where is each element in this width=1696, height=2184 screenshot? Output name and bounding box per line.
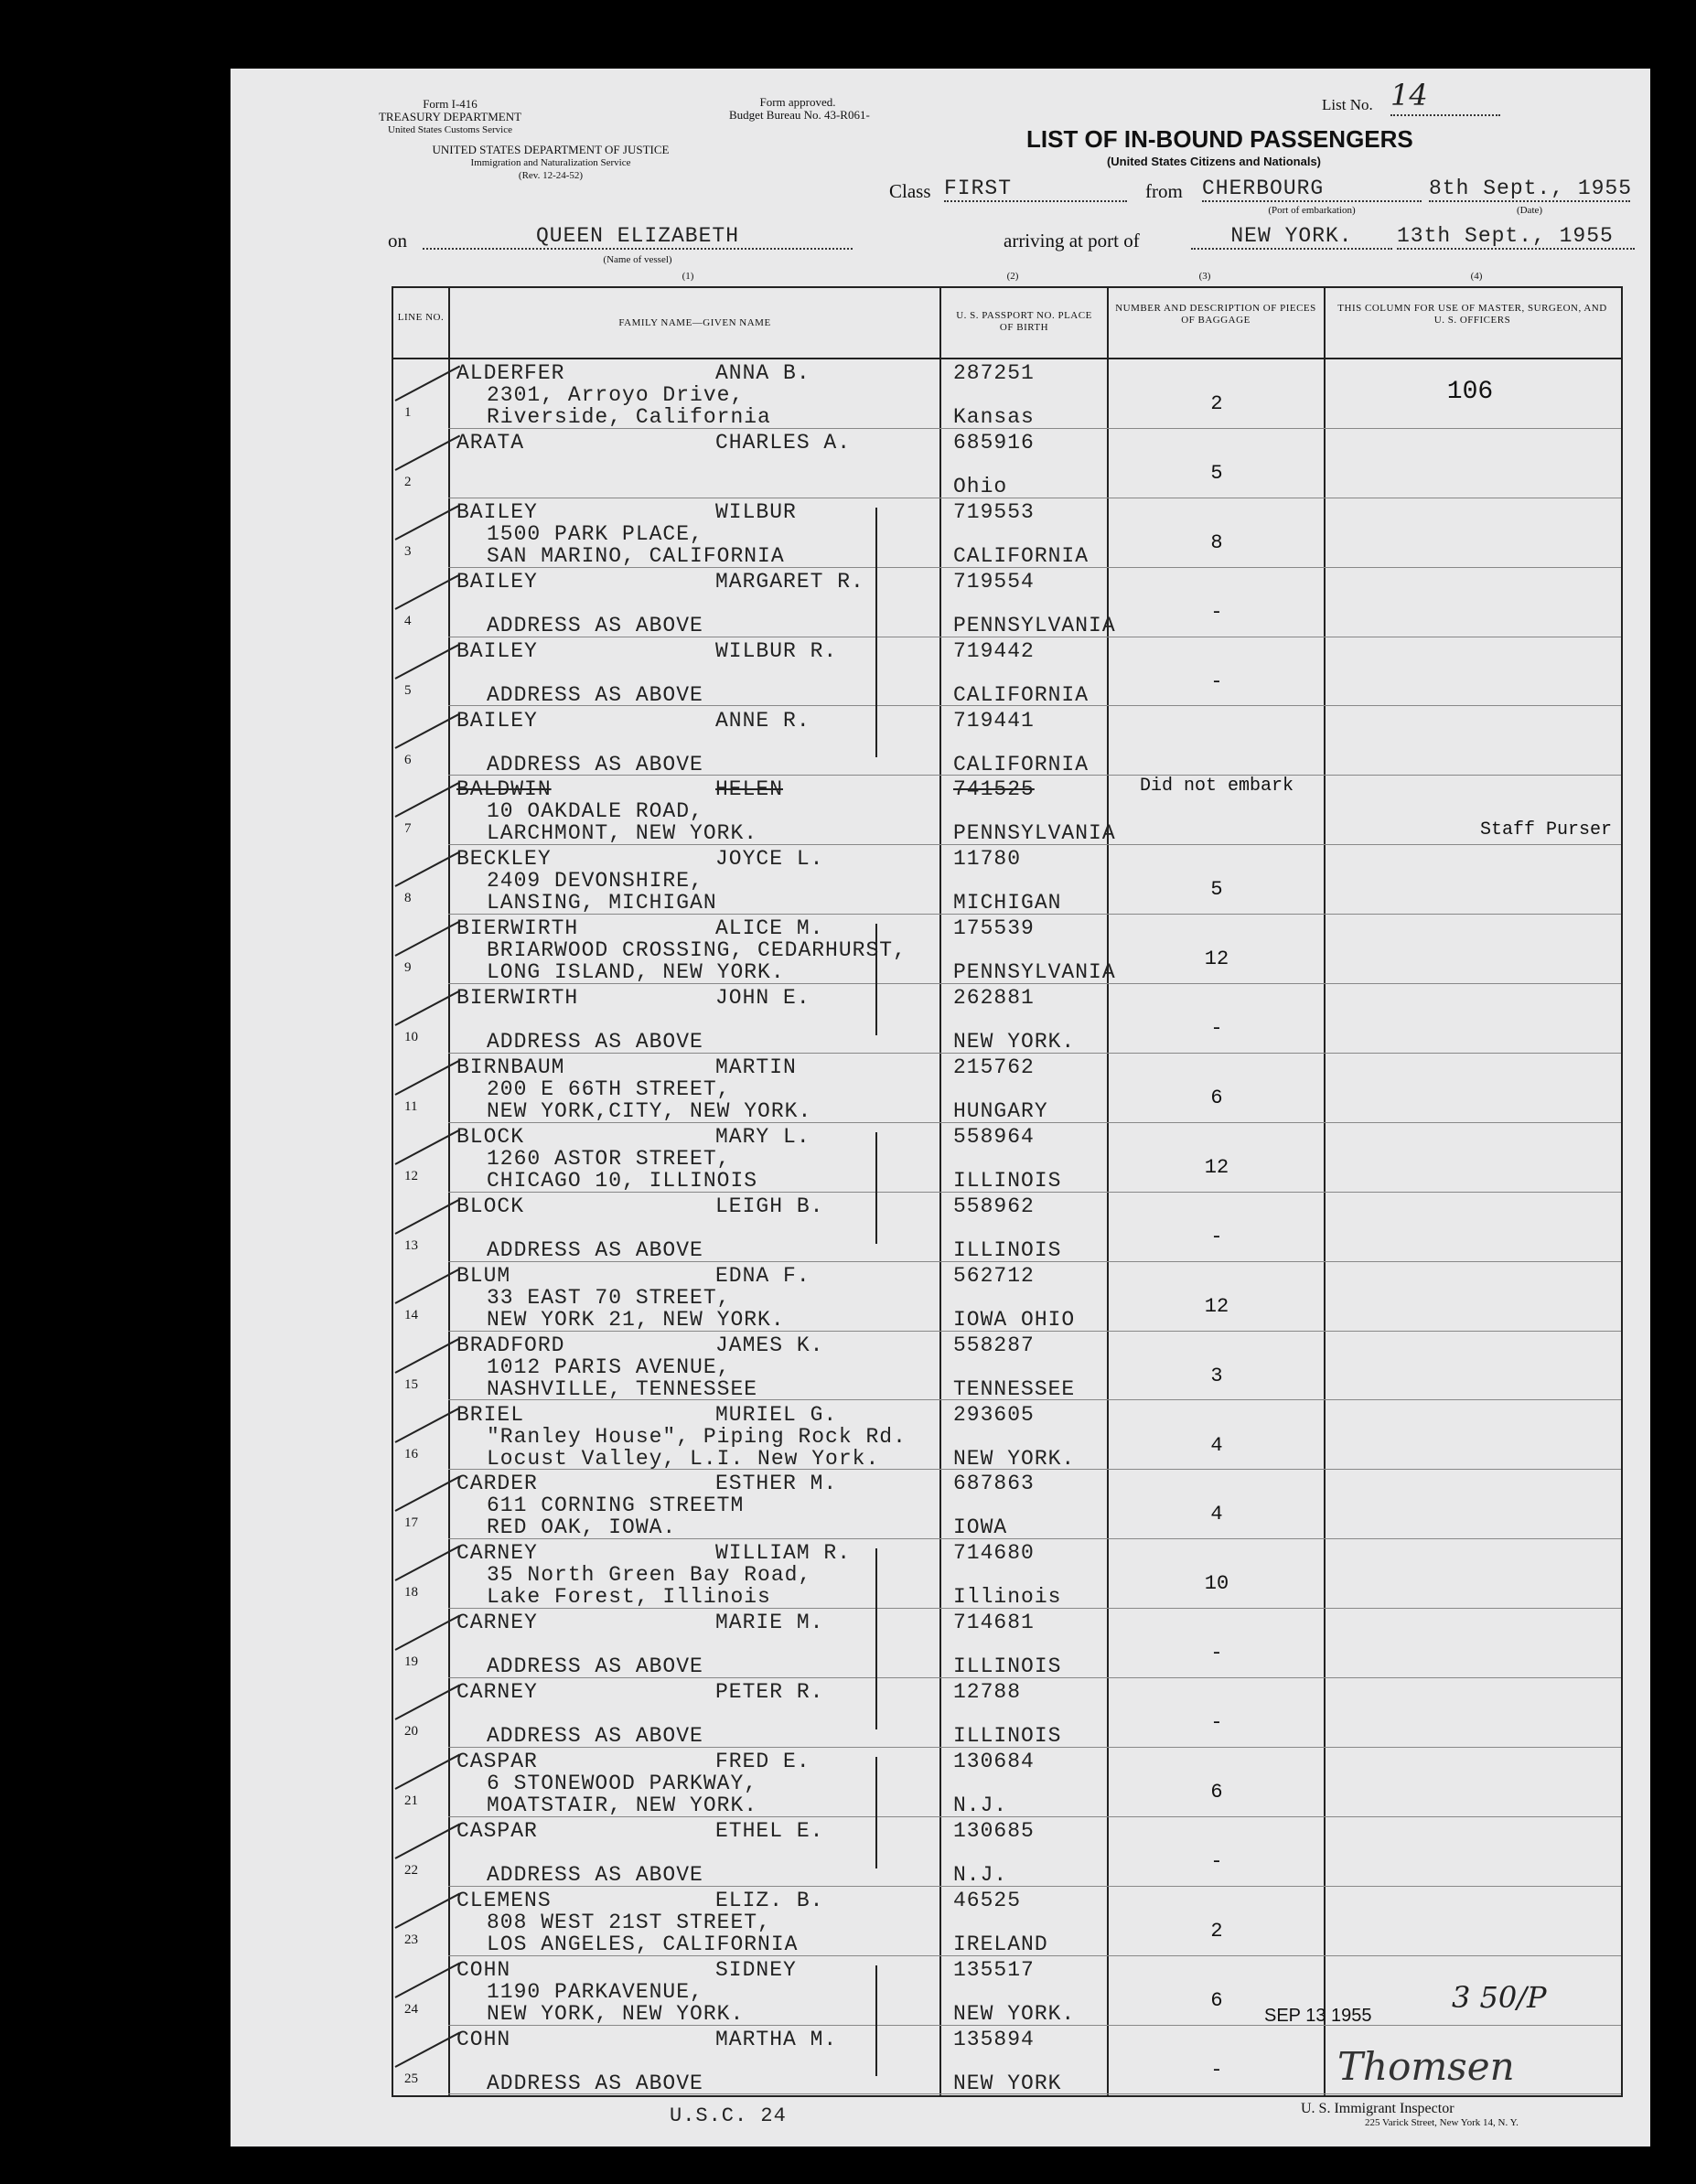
family-name: ARATA (456, 430, 525, 455)
baggage-count: Did not embark (1139, 776, 1294, 798)
address-line-2: ADDRESS AS ABOVE (487, 682, 703, 707)
passport-number: 130684 (953, 1750, 1035, 1773)
page-subtitle: (United States Citizens and Nationals) (1106, 155, 1322, 168)
line-number: 21 (404, 1793, 418, 1808)
budget-bureau: Budget Bureau No. 43-R061- (729, 108, 870, 122)
check-mark (395, 1060, 461, 1096)
table-row (231, 1609, 1650, 1678)
address-line-2: RED OAK, IOWA. (487, 1515, 677, 1540)
table-row (231, 1887, 1650, 1956)
family-name: CASPAR (456, 1818, 538, 1843)
punch-hole (174, 1440, 216, 1483)
given-name: SIDNEY (715, 1957, 797, 1982)
family-name: BAILEY (456, 708, 538, 733)
check-mark (395, 504, 461, 540)
given-name: FRED E. (715, 1750, 810, 1773)
baggage-count: 8 (1210, 530, 1223, 554)
place-of-birth: IRELAND (953, 1932, 1048, 1956)
rev-date: (Rev. 12-24-52) (518, 170, 584, 181)
place-of-birth: ILLINOIS (953, 1237, 1062, 1262)
place-of-birth: IOWA OHIO (953, 1307, 1076, 1332)
vessel-caption: (Name of vessel) (603, 254, 672, 265)
family-name: CARNEY (456, 1680, 538, 1705)
address-line-2: NEW YORK,CITY, NEW YORK. (487, 1099, 812, 1123)
table-row (231, 707, 1650, 776)
line-number: 18 (404, 1585, 418, 1601)
line-number: 11 (404, 1099, 418, 1114)
baggage-count: 6 (1210, 1087, 1223, 1109)
family-bracket (875, 1757, 877, 1868)
check-mark (395, 1476, 461, 1512)
family-bracket (875, 924, 877, 1035)
check-mark (395, 573, 461, 609)
passport-number: 558962 (953, 1194, 1035, 1218)
line-number: 4 (404, 613, 412, 628)
address-line-2: ADDRESS AS ABOVE (487, 752, 703, 776)
printer-address: 225 Varick Street, New York 14, N. Y. (1365, 2117, 1519, 2128)
baggage-count: 10 (1204, 1572, 1229, 1596)
passport-number: 685916 (953, 430, 1035, 455)
passport-number: 135894 (953, 2027, 1035, 2051)
family-name: BRADFORD (456, 1333, 565, 1357)
line-number: 12 (404, 1168, 418, 1183)
address-line-1: 2301, Arroyo Drive, (487, 383, 745, 407)
table-row (231, 1123, 1650, 1193)
given-name: JOHN E. (715, 986, 810, 1011)
given-name: EDNA F. (715, 1263, 810, 1288)
list-no-value: 14 (1390, 78, 1428, 112)
line-number: 5 (404, 682, 412, 698)
port-embark-caption: (Port of embarkation) (1268, 205, 1356, 216)
passport-number: 11780 (953, 847, 1022, 872)
place-of-birth: N.J. (953, 1862, 1008, 1887)
address-line-1: "Ranley House", Piping Rock Rd. (487, 1424, 907, 1449)
passport-number: 714680 (953, 1541, 1035, 1566)
baggage-count: 12 (1204, 1294, 1229, 1318)
given-name: HELEN (715, 777, 784, 802)
address-line-1: BRIARWOOD CROSSING, CEDARHURST, (487, 938, 907, 963)
given-name: CHARLES A. (715, 430, 852, 455)
col-header-officers: THIS COLUMN FOR USE OF MASTER, SURGEON, AND U. S. OFFICERS (1337, 303, 1607, 326)
place-of-birth: MICHIGAN (953, 891, 1062, 915)
officer-note: 106 (1446, 378, 1494, 406)
form-number: Form I-416 (423, 97, 478, 111)
passport-number: 12788 (953, 1680, 1022, 1705)
baggage-count: - (1210, 1711, 1223, 1735)
check-mark (395, 1129, 461, 1164)
arrival-port: NEW YORK. (1191, 224, 1392, 250)
given-name: MARIE M. (715, 1611, 824, 1635)
family-bracket (875, 1548, 877, 1729)
officer-note: Staff Purser (1479, 819, 1612, 841)
check-mark (395, 990, 461, 1026)
passport-number: 719442 (953, 638, 1035, 663)
check-mark (395, 1823, 461, 1858)
passport-number: 741525 (953, 777, 1035, 802)
list-no-label: List No. (1322, 96, 1373, 113)
address-line-1: 6 STONEWOOD PARKWAY, (487, 1772, 758, 1795)
address-line-2: MOATSTAIR, NEW YORK. (487, 1793, 758, 1817)
col-header-name: FAMILY NAME—GIVEN NAME (618, 317, 771, 328)
baggage-count: 12 (1204, 947, 1229, 971)
table-row (231, 637, 1650, 707)
table-row (231, 359, 1650, 429)
place-of-birth: PENNSYLVANIA (953, 821, 1116, 846)
col-num-2: (2) (1006, 271, 1019, 282)
baggage-count: 6 (1210, 1781, 1223, 1804)
family-name: BRIEL (456, 1402, 525, 1427)
date-caption: (Date) (1516, 205, 1543, 216)
col-header-line-no: LINE NO. (397, 312, 445, 323)
family-name: BALDWIN (456, 777, 552, 802)
passport-number: 135517 (953, 1957, 1035, 1982)
table-row (231, 429, 1650, 498)
address-line-1: 1012 PARIS AVENUE, (487, 1354, 731, 1379)
line-number: 8 (404, 891, 412, 906)
family-name: BLOCK (456, 1124, 525, 1149)
passport-number: 262881 (953, 986, 1035, 1011)
baggage-count: - (1210, 1017, 1223, 1041)
check-mark (395, 1198, 461, 1234)
place-of-birth: CALIFORNIA (953, 752, 1090, 776)
passport-number: 558287 (953, 1333, 1035, 1357)
given-name: WILLIAM R. (715, 1541, 852, 1566)
table-row (231, 1193, 1650, 1262)
embark-date: 8th Sept., 1955 (1429, 177, 1633, 200)
line-number: 25 (404, 2071, 418, 2086)
passport-number: 130685 (953, 1818, 1035, 1843)
address-line-2: NEW YORK, NEW YORK. (487, 2001, 745, 2026)
check-mark (395, 1407, 461, 1442)
address-line-1: 1190 PARKAVENUE, (487, 1979, 703, 2004)
handwritten-fraction: 3 50/P (1452, 1980, 1547, 2015)
family-name: CASPAR (456, 1750, 538, 1773)
given-name: WILBUR R. (715, 638, 838, 663)
line-number: 6 (404, 752, 412, 767)
baggage-count: 5 (1210, 878, 1223, 902)
passport-number: 719441 (953, 708, 1035, 733)
usc-code: U.S.C. 24 (670, 2104, 787, 2127)
baggage-count: 6 (1210, 1988, 1223, 2012)
check-mark (395, 782, 461, 818)
address-line-2: SAN MARINO, CALIFORNIA (487, 543, 785, 568)
family-name: BIERWIRTH (456, 916, 579, 941)
ins-title: Immigration and Naturalization Service (470, 157, 631, 168)
family-bracket (875, 508, 877, 758)
address-line-1: 2409 DEVONSHIRE, (487, 869, 703, 894)
given-name: MARY L. (715, 1124, 810, 1149)
family-name: COHN (456, 1957, 511, 1982)
line-number: 19 (404, 1654, 418, 1670)
table-row (231, 1470, 1650, 1539)
punch-hole (174, 1697, 216, 1739)
family-name: BAILEY (456, 569, 538, 594)
address-line-2: Lake Forest, Illinois (487, 1585, 771, 1610)
punch-hole (174, 736, 216, 778)
baggage-count: - (1210, 669, 1223, 693)
passport-number: 558964 (953, 1124, 1035, 1149)
check-mark (395, 1615, 461, 1651)
table-row (231, 1262, 1650, 1332)
given-name: ELIZ. B. (715, 1888, 824, 1912)
passport-number: 175539 (953, 916, 1035, 941)
given-name: ANNA B. (715, 361, 810, 385)
class-value: FIRST (944, 177, 1127, 202)
place-of-birth: PENNSYLVANIA (953, 613, 1116, 637)
check-mark (395, 366, 461, 401)
line-number: 15 (404, 1376, 418, 1392)
address-line-2: LANSING, MICHIGAN (487, 891, 717, 915)
table-row (231, 1539, 1650, 1609)
address-line-2: ADDRESS AS ABOVE (487, 613, 703, 637)
family-name: BLOCK (456, 1194, 525, 1218)
address-line-2: LARCHMONT, NEW YORK. (487, 821, 758, 846)
passport-number: 714681 (953, 1611, 1035, 1635)
family-name: BECKLEY (456, 847, 552, 872)
given-name: MURIEL G. (715, 1402, 838, 1427)
line-number: 24 (404, 2001, 418, 2017)
check-mark (395, 2031, 461, 2067)
address-line-1: 33 EAST 70 STREET, (487, 1285, 731, 1310)
table-row (231, 915, 1650, 984)
line-number: 20 (404, 1724, 418, 1740)
given-name: ETHEL E. (715, 1818, 824, 1843)
address-line-2: LOS ANGELES, CALIFORNIA (487, 1932, 799, 1956)
address-line-2: ADDRESS AS ABOVE (487, 1724, 703, 1749)
family-name: CARNEY (456, 1611, 538, 1635)
address-line-2: ADDRESS AS ABOVE (487, 1862, 703, 1887)
line-number: 10 (404, 1030, 418, 1045)
line-number: 7 (404, 821, 412, 837)
baggage-count: 12 (1204, 1155, 1229, 1179)
place-of-birth: N.J. (953, 1793, 1008, 1817)
baggage-count: 3 (1210, 1364, 1223, 1387)
place-of-birth: Illinois (953, 1585, 1062, 1610)
place-of-birth: NEW YORK. (953, 2001, 1076, 2026)
baggage-count: - (1210, 1642, 1223, 1665)
form-approved: Form approved. (759, 95, 836, 109)
check-mark (395, 1754, 461, 1790)
table-row (231, 568, 1650, 637)
class-label: Class (889, 180, 931, 202)
inspector-caption: U. S. Immigrant Inspector (1301, 2101, 1454, 2116)
table-row (231, 1956, 1650, 2026)
table-row (231, 1748, 1650, 1817)
line-number: 14 (404, 1307, 418, 1322)
line-number: 3 (404, 543, 412, 559)
page-title: LIST OF IN-BOUND PASSENGERS (1026, 125, 1413, 153)
from-label: from (1145, 180, 1183, 202)
address-line-2: ADDRESS AS ABOVE (487, 1654, 703, 1679)
given-name: WILBUR (715, 499, 797, 524)
table-row (231, 845, 1650, 915)
address-line-2: Locust Valley, L.I. New York. (487, 1446, 880, 1471)
family-name: ALDERFER (456, 361, 565, 385)
line-number: 16 (404, 1446, 418, 1461)
place-of-birth: PENNSYLVANIA (953, 960, 1116, 985)
family-name: BAILEY (456, 499, 538, 524)
check-mark (395, 1268, 461, 1303)
baggage-count: 4 (1210, 1433, 1223, 1457)
place-of-birth: ILLINOIS (953, 1654, 1062, 1679)
place-of-birth: ILLINOIS (953, 1168, 1062, 1193)
address-line-1: 1260 ASTOR STREET, (487, 1146, 731, 1171)
place-of-birth: NEW YORK. (953, 1030, 1076, 1055)
check-mark (395, 1892, 461, 1928)
table-row (231, 1817, 1650, 1887)
line-number: 9 (404, 960, 412, 976)
family-name: BIERWIRTH (456, 986, 579, 1011)
table-row (231, 1678, 1650, 1748)
table-row (231, 776, 1650, 845)
line-number: 1 (404, 405, 412, 420)
passport-number: 687863 (953, 1472, 1035, 1496)
col-header-passport: U. S. PASSPORT NO. PLACE OF BIRTH (956, 310, 1092, 333)
from-value: CHERBOURG (1202, 177, 1422, 202)
address-line-1: 10 OAKDALE ROAD, (487, 799, 703, 824)
check-mark (395, 1546, 461, 1581)
vessel-name: QUEEN ELIZABETH (423, 224, 853, 250)
passport-number: 719553 (953, 499, 1035, 524)
date-stamp: SEP 13 1955 (1264, 2006, 1372, 2026)
address-line-1: 808 WEST 21ST STREET, (487, 1910, 771, 1934)
table-row (231, 1332, 1650, 1401)
table-row (231, 498, 1650, 568)
family-name: CARDER (456, 1472, 538, 1496)
doj-title: UNITED STATES DEPARTMENT OF JUSTICE (432, 143, 670, 156)
on-label: on (388, 230, 407, 252)
check-mark (395, 1337, 461, 1373)
punch-hole (174, 599, 216, 641)
address-line-2: NASHVILLE, TENNESSEE (487, 1376, 758, 1401)
list-no-line (1390, 114, 1500, 116)
table-row (231, 1401, 1650, 1471)
family-name: CLEMENS (456, 1888, 552, 1912)
family-bracket (875, 1132, 877, 1244)
passport-number: 287251 (953, 361, 1035, 385)
address-line-1: 1500 PARK PLACE, (487, 521, 703, 546)
arriving-label: arriving at port of (1004, 230, 1140, 252)
given-name: LEIGH B. (715, 1194, 824, 1218)
given-name: ALICE M. (715, 916, 824, 941)
arrival-date: 13th Sept., 1955 (1397, 224, 1635, 250)
col-num-1: (1) (682, 271, 694, 282)
punch-hole (174, 1084, 216, 1126)
punch-hole (174, 1898, 216, 1940)
family-name: COHN (456, 2027, 511, 2051)
family-name: CARNEY (456, 1541, 538, 1566)
check-mark (395, 712, 461, 748)
check-mark (395, 851, 461, 887)
line-number: 22 (404, 1862, 418, 1878)
address-line-2: Riverside, California (487, 405, 771, 429)
passport-number: 293605 (953, 1402, 1035, 1427)
family-name: BLUM (456, 1263, 511, 1288)
baggage-count: - (1210, 1849, 1223, 1873)
given-name: MARGARET R. (715, 569, 864, 594)
line-number: 2 (404, 474, 412, 489)
address-line-1: 200 E 66TH STREET, (487, 1077, 731, 1101)
inspector-signature: Thomsen (1337, 2044, 1515, 2089)
family-name: BAILEY (456, 638, 538, 663)
table-row (231, 984, 1650, 1054)
place-of-birth: NEW YORK. (953, 1446, 1076, 1471)
punch-hole (174, 261, 216, 303)
address-line-1: 611 CORNING STREETM (487, 1493, 745, 1518)
baggage-count: - (1210, 600, 1223, 624)
place-of-birth: CALIFORNIA (953, 543, 1090, 568)
customs-service: United States Customs Service (388, 124, 512, 135)
address-line-2: NEW YORK 21, NEW YORK. (487, 1307, 785, 1332)
address-line-2: ADDRESS AS ABOVE (487, 1030, 703, 1055)
baggage-count: - (1210, 2058, 1223, 2082)
address-line-2: LONG ISLAND, NEW YORK. (487, 960, 785, 985)
given-name: MARTHA M. (715, 2027, 838, 2051)
family-bracket (875, 1965, 877, 2077)
col-num-3: (3) (1198, 271, 1211, 282)
address-line-1: 35 North Green Bay Road, (487, 1563, 812, 1588)
given-name: PETER R. (715, 1680, 824, 1705)
place-of-birth: Kansas (953, 405, 1035, 429)
col-header-baggage: NUMBER AND DESCRIPTION OF PIECES OF BAGGAGE (1115, 303, 1316, 326)
baggage-count: 2 (1210, 392, 1223, 415)
passport-number: 215762 (953, 1055, 1035, 1079)
place-of-birth: IOWA (953, 1515, 1008, 1540)
col-num-4: (4) (1470, 271, 1483, 282)
line-number: 17 (404, 1515, 418, 1531)
place-of-birth: NEW YORK (953, 2071, 1062, 2095)
form-sheet (231, 69, 1650, 2147)
given-name: JAMES K. (715, 1333, 824, 1357)
passport-number: 719554 (953, 569, 1035, 594)
passport-number: 562712 (953, 1263, 1035, 1288)
place-of-birth: CALIFORNIA (953, 682, 1090, 707)
baggage-count: 5 (1210, 461, 1223, 485)
address-line-2: ADDRESS AS ABOVE (487, 1237, 703, 1262)
punch-hole (174, 119, 216, 161)
given-name: ESTHER M. (715, 1472, 838, 1496)
family-name: BIRNBAUM (456, 1055, 565, 1079)
check-mark (395, 921, 461, 957)
check-mark (395, 643, 461, 679)
treasury-dept: TREASURY DEPARTMENT (378, 110, 522, 123)
baggage-count: 2 (1210, 1919, 1223, 1943)
given-name: MARTIN (715, 1055, 797, 1079)
baggage-count: 4 (1210, 1503, 1223, 1526)
given-name: JOYCE L. (715, 847, 824, 872)
passport-number: 46525 (953, 1888, 1022, 1912)
punch-hole (174, 2053, 216, 2095)
line-number: 23 (404, 1932, 418, 1947)
baggage-count: - (1210, 1225, 1223, 1248)
place-of-birth: Ohio (953, 474, 1008, 498)
place-of-birth: HUNGARY (953, 1099, 1048, 1123)
place-of-birth: ILLINOIS (953, 1724, 1062, 1749)
check-mark (395, 434, 461, 470)
line-number: 13 (404, 1237, 418, 1253)
check-mark (395, 1962, 461, 1997)
place-of-birth: TENNESSEE (953, 1376, 1076, 1401)
address-line-2: ADDRESS AS ABOVE (487, 2071, 703, 2095)
address-line-2: CHICAGO 10, ILLINOIS (487, 1168, 758, 1193)
check-mark (395, 1685, 461, 1720)
table-row (231, 1054, 1650, 1123)
given-name: ANNE R. (715, 708, 810, 733)
